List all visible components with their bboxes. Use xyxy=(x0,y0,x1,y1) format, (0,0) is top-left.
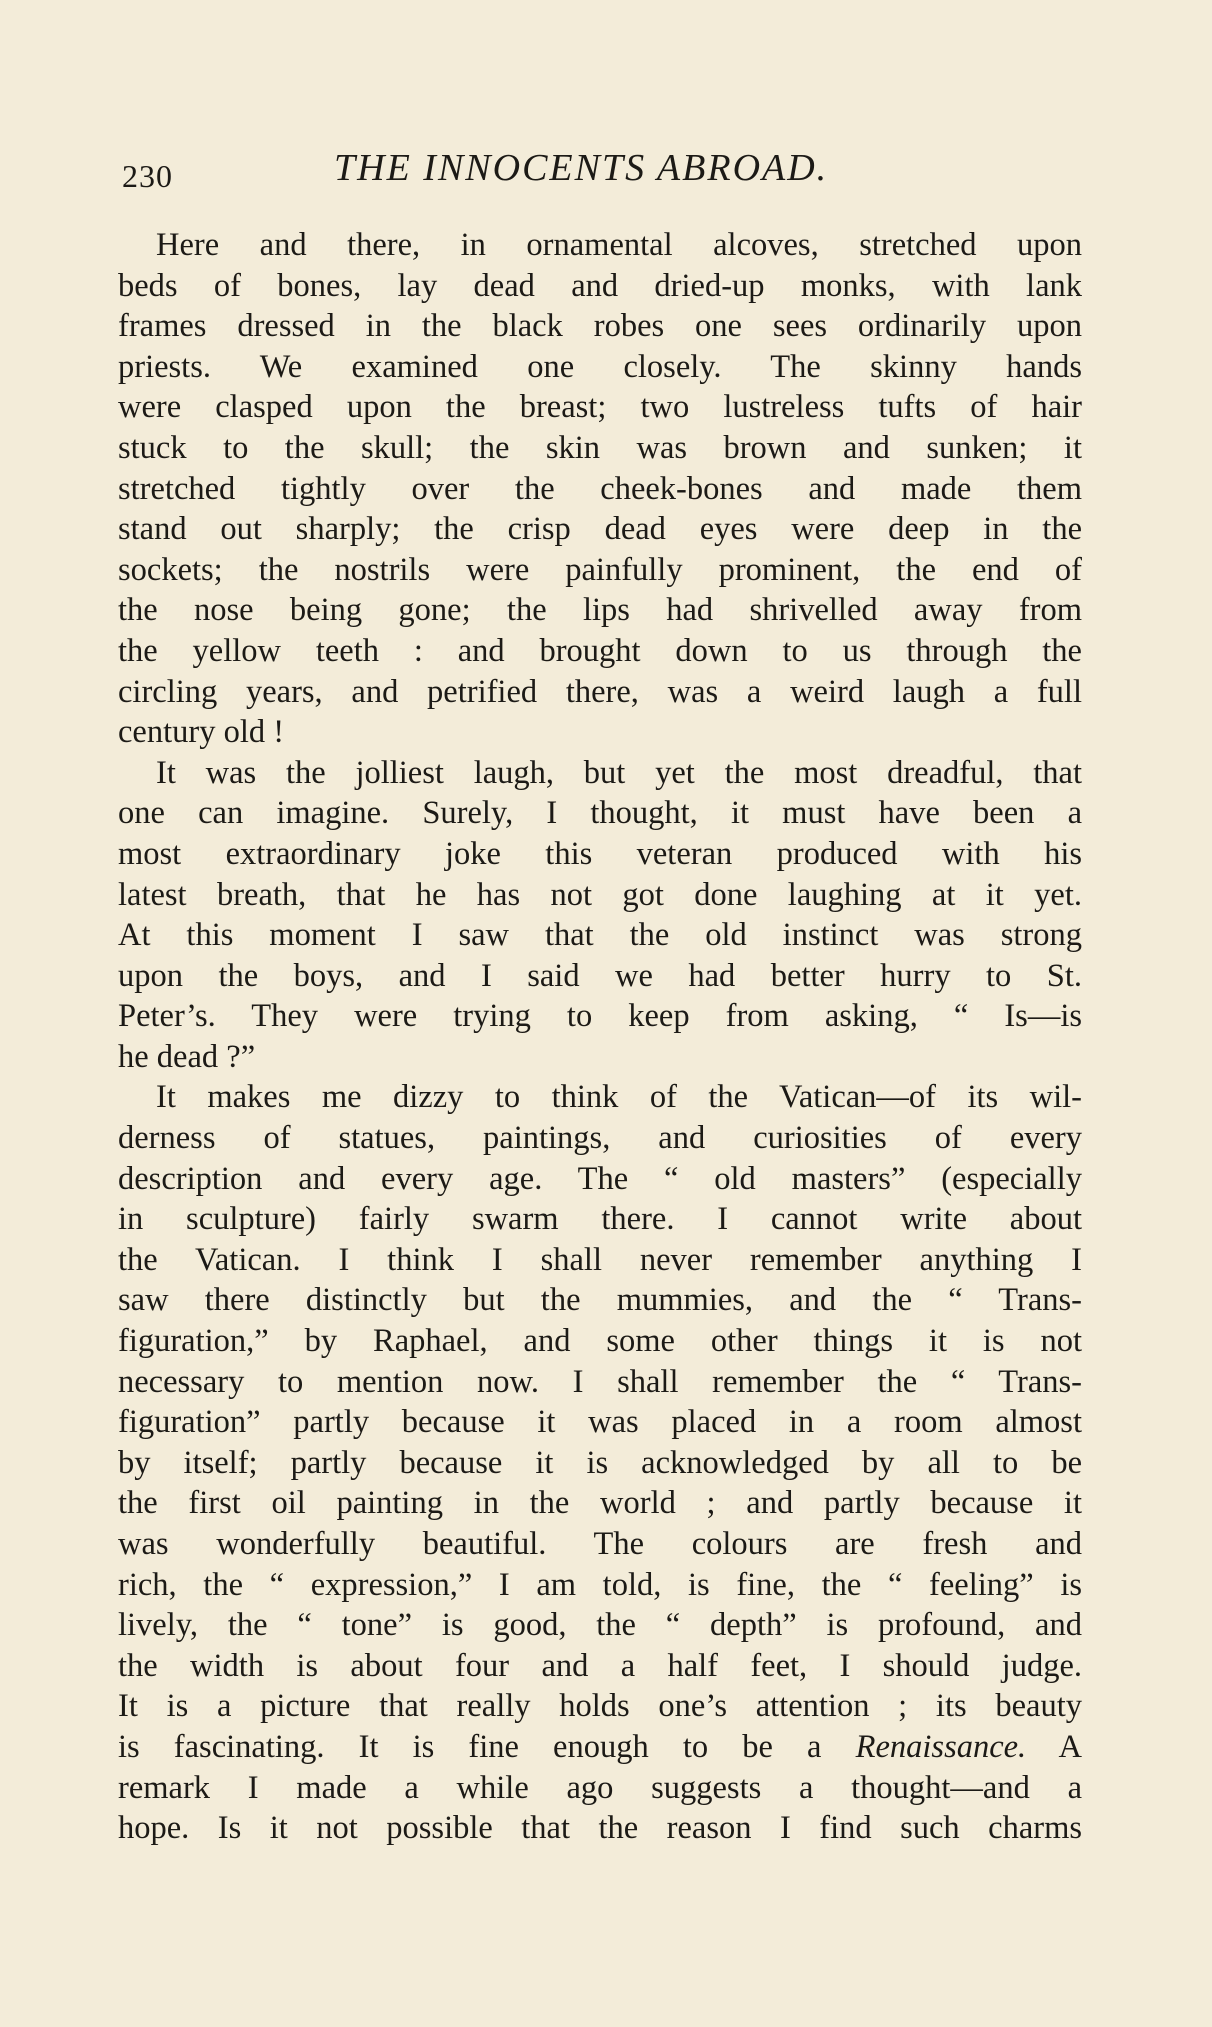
text-line: figuration” partly because it was placed in a room almost xyxy=(118,1404,1082,1441)
text-line-with-italic xyxy=(118,1727,1082,1768)
text-line: remark I made a while ago suggests a thought—and a xyxy=(118,1769,1082,1806)
text-line: by itself; partly because it is acknowledged by all to be xyxy=(118,1444,1082,1481)
text-segment: A xyxy=(1058,1728,1082,1765)
text-line: It was the jolliest laugh, but yet the most dreadful, that xyxy=(156,754,1082,791)
text-line: It is a picture that really holds one’s attention ; its beauty xyxy=(118,1688,1082,1725)
text-line: lively, the “ tone” is good, the “ depth” is profound, and xyxy=(118,1607,1082,1644)
text-line: stretched tightly over the cheek-bones and made them xyxy=(118,470,1082,507)
text-line: rich, the “ expression,” I am told, is fine, the “ feeling” is xyxy=(118,1566,1082,1603)
text-line: sockets; the nostrils were painfully prominent, the end of xyxy=(118,551,1082,588)
text-line: the nose being gone; the lips had shrivelled away from xyxy=(118,592,1082,629)
body-text xyxy=(118,225,1082,1849)
text-line: Peter’s. They were trying to keep from asking, “ Is—is xyxy=(118,998,1082,1035)
running-head: THE INNOCENTS ABROAD. xyxy=(334,147,829,189)
text-line: derness of statues, paintings, and curiosities of every xyxy=(118,1120,1082,1157)
text-line: the width is about four and a half feet, I should judge. xyxy=(118,1647,1082,1684)
text-line: stand out sharply; the crisp dead eyes were deep in the xyxy=(118,511,1082,548)
text-line: in sculpture) fairly swarm there. I cannot write about xyxy=(118,1201,1082,1238)
text-line: century old ! xyxy=(118,714,285,751)
text-line: circling years, and petrified there, was a weird laugh a full xyxy=(118,673,1082,710)
text-line: upon the boys, and I said we had better hurry to St. xyxy=(118,957,1082,994)
text-line: were clasped upon the breast; two lustreless tufts of hair xyxy=(118,389,1082,426)
text-segment: is fascinating. It is fine enough to be a xyxy=(118,1728,822,1765)
text-line: latest breath, that he has not got done laughing at it yet. xyxy=(118,876,1082,913)
text-line: figuration,” by Raphael, and some other things it is not xyxy=(118,1323,1082,1360)
text-line: frames dressed in the black robes one sees ordinarily upon xyxy=(118,308,1082,345)
text-line: most extraordinary joke this veteran produced with his xyxy=(118,835,1082,872)
italic-word: Renaissance. xyxy=(855,1728,1027,1765)
page-header xyxy=(122,146,1082,196)
text-line: the Vatican. I think I shall never remember anything I xyxy=(118,1241,1082,1278)
text-line: was wonderfully beautiful. The colours are fresh and xyxy=(118,1526,1082,1562)
text-line: beds of bones, lay dead and dried-up monks, with lank xyxy=(118,267,1082,304)
text-line: It makes me dizzy to think of the Vatican—of its wil- xyxy=(156,1079,1082,1116)
text-line: Here and there, in ornamental alcoves, stretched upon xyxy=(156,227,1082,263)
page-number: 230 xyxy=(122,158,173,194)
text-line: he dead ?” xyxy=(118,1038,256,1075)
text-line: hope. Is it not possible that the reason I find such charms xyxy=(118,1810,1082,1847)
text-line: necessary to mention now. I shall remember the “ Trans- xyxy=(118,1363,1082,1400)
text-line: priests. We examined one closely. The skinny hands xyxy=(118,348,1082,385)
text-line: description and every age. The “ old masters” (especially xyxy=(118,1160,1082,1197)
text-line: At this moment I saw that the old instinct was strong xyxy=(118,917,1082,954)
text-line: the yellow teeth : and brought down to us through the xyxy=(118,632,1082,669)
text-line: one can imagine. Surely, I thought, it must have been a xyxy=(118,795,1082,832)
text-line: saw there distinctly but the mummies, and the “ Trans- xyxy=(118,1282,1082,1319)
text-line: the first oil painting in the world ; and partly because it xyxy=(118,1485,1082,1522)
text-line: stuck to the skull; the skin was brown and sunken; it xyxy=(118,429,1082,466)
